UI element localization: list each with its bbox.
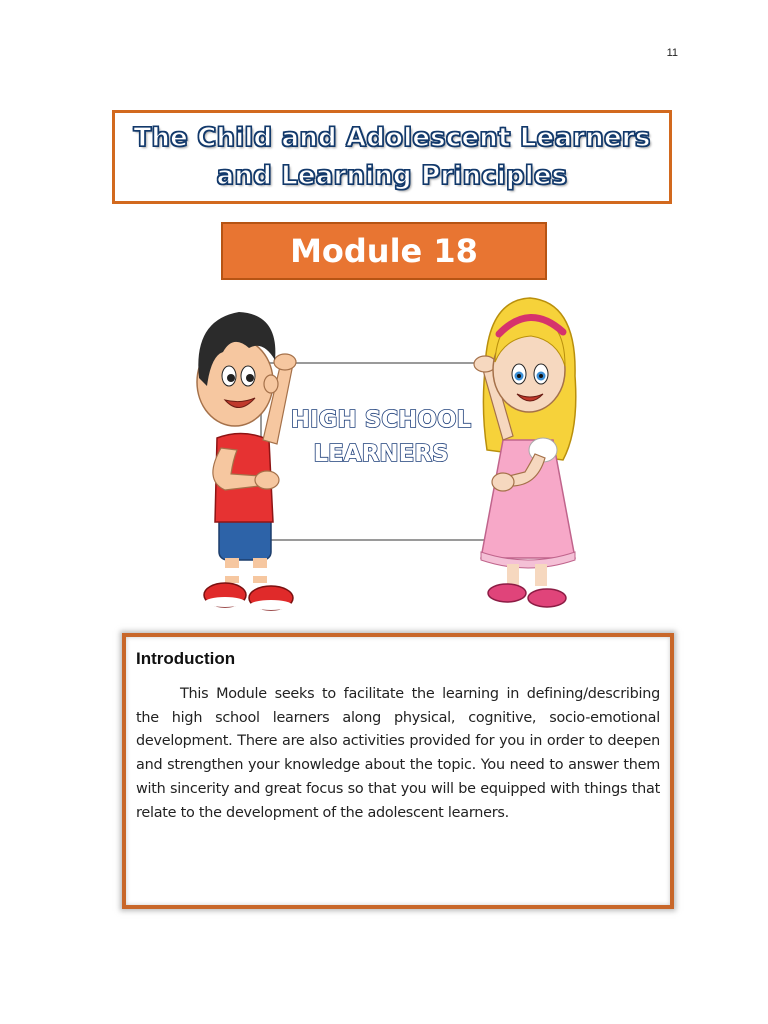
kids-holding-sign-illustration [185, 290, 585, 625]
sign-line-2: LEARNERS [313, 441, 449, 467]
module-label: Module 18 [290, 232, 478, 270]
page-number: 11 [666, 47, 678, 59]
title-line-2: and Learning Principles [216, 161, 568, 191]
module-banner [221, 222, 547, 280]
page-title [134, 119, 651, 195]
title-box [112, 110, 672, 204]
title-line-1: The Child and Adolescent Learners [133, 123, 651, 153]
introduction-box [122, 633, 674, 909]
introduction-body: This Module seeks to facilitate the learning in defining/describing the high school learners along physical, cognitive, socio-emotional development. There are also activities provided for you in order to deepen and strengthen your knowledge about the topic. You need to answer them with sincerity and great focus so that you will be equipped with things that relate to the development of the adolescent learners. [136, 686, 660, 821]
introduction-heading: Introduction [136, 649, 236, 668]
sign-line-1: HIGH SCHOOL [290, 407, 472, 433]
